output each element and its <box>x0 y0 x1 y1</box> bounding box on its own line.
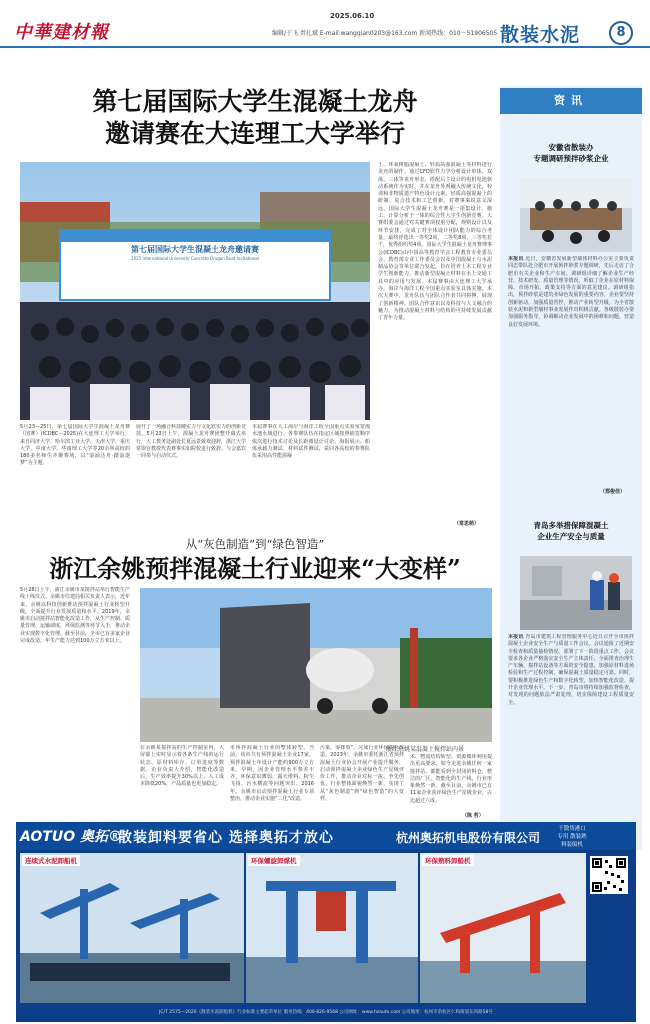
sidebar-item2-photo <box>520 556 632 630</box>
sidebar-item2-text: 青岛市建筑工程管理服务中心近日召开全市预拌混凝土企业安全生产与质量工作会议。会议通报了近期安全检查和质量抽检情况，部署了下一阶段重点工作。会议要求各企业严格落实安全生产主体责任，全面排查治理生产车辆、搅拌站设备等方面的安全隐患，加强原材料进场检验和生产过程控制，确保混凝土质量稳定可靠。同时，要积极推进绿色生产和数字化转型，加快智能化改造，提升企业管理水平。下一步，青岛市将持续加强监督检查，对发现的问题依法严肃处理，切实保障建设工程质量安全。 <box>508 634 634 706</box>
ad-panel3-label: 环保熟料卸船机 <box>422 855 474 866</box>
sidebar-item1-source: （郑俊佳） <box>600 489 626 495</box>
sidebar-item1-photo <box>520 178 632 252</box>
ad-slogan: 散装卸料要省心 选择奥拓才放心 <box>118 830 334 846</box>
article1-title-line1: 第七届国际大学生混凝土龙舟 <box>92 87 418 116</box>
sidebar-item1-title-line1: 安徽省散装办 <box>548 143 594 152</box>
ad-panel-clinker-unloader <box>420 853 586 1003</box>
banner-subtitle: 2025 International University Concrete Dragon Boat Invitational <box>131 256 259 261</box>
page-number: 8 <box>609 21 633 45</box>
sidebar-header: 资讯 <box>500 88 642 114</box>
ad-panel-coal-unloader <box>246 853 418 1003</box>
article1-col1: 5月23—25日，第七届国际大学生混凝土龙舟赛（国赛）(ICDBC－2025)在大连理工大学举行。来自同济大学、哈尔滨工业大学、天津大学、重庆大学、中南大学、华南理工大学等20余所高校的180多名师生齐聚赛场，以“浪涌达舟·踏浪逐梦”为主题， <box>20 424 130 467</box>
banner-title: 第七届国际大学生混凝土龙舟邀请赛 <box>131 245 259 254</box>
sidebar-item1-body <box>508 256 634 486</box>
article2-photo <box>140 588 492 742</box>
sidebar-item1-title-line2: 专题调研预拌砂浆企业 <box>533 154 609 163</box>
article1-col4: 土、环氧树脂混凝土、轻质高强混凝土等材料进行龙舟的制作。通过CFD软件力学分析设计单体、双体、三体等龙舟形态，搭配后主设计的电机电池驱动系统作为实时，并在龙舟外观融入传统文化，校训和非物质遗产特色设计元素。轻质高强混凝土的研制、复合技术和工艺创新，对赛事来说意义深远。国际大学生混凝土龙舟赛是一项集设计、施工、计算分析于一体的综合性大学生创新竞赛。大赛组委会通过对关键赛项权重分配，规则设计以及环节安排，完成了对全体设计团队能力的综合考量。最终评选出一等奖2项，二等奖8项，三等奖若干，优秀组织奖4项。国际大学生混凝土龙舟赛理事会(ICDBC)由中国高等教育学会工程教育专业委员会、教育部专业工作委员会以及中国混凝土与水泥制品协会等单位联合发起，旨在培养土木工程专业学生创新能力，推动新型混凝土材料在水上交通工具中的应用与发展。本届赛事由大连理工大学承办，海岸与海洋工程全国重点实验室具体实施。本次大赛中，龙舟队伍与团队合作者共同拼搏，展现了创新精神、团队合作意识以及科技与人文融合的魅力，为推动混凝土材料与结构的可持续发展贡献了青年力量。 <box>378 162 492 322</box>
sidebar-item2-label: 本报讯 <box>508 634 524 640</box>
article2-col3: 市预拌混凝土行业的整体转型。当前，该市共有预拌混凝土企业17家，预拌混凝土年设计产能约900万立方米。早期，因企业管理水平参差不齐，环保意识薄弱，露天堆料、粉尘飞扬、污水横流等问题突出。2016年，余姚市启动预拌混凝土行业专项整治，推动企业实施“三化”改造。 <box>230 745 314 803</box>
header-rule <box>0 46 650 48</box>
ad-logo: AOTUO 奥拓® <box>20 829 122 845</box>
ad-footer: JC/T 2575—2020《散装水泥卸船机》行业标准主要起草单位 服务热线：400-826-9568 公司网址：www.hzauto.com 公司地址：杭州市余杭区仁和街道东风路58号 <box>159 1010 493 1015</box>
sidebar-item2-title-line2: 企业生产安全与质量 <box>537 532 605 541</box>
masthead-logo: 中華建材報 <box>14 22 109 43</box>
article1-col2: 展开了一场融合科技硬实力与文化软实力的创新竞技。5月23日上午，混凝土龙舟赛团整开幕式举行，大工教务处副处长夏远景致欢迎辞，浙江大学常窗官教授代表赛事实如院校进行致辞。与会嘉宾一同参与启动仪式。 <box>136 424 246 460</box>
ad-qr-code <box>590 856 628 894</box>
article2-title: 浙江余姚预拌混凝土行业迎来“大变样” <box>49 554 461 583</box>
sidebar-item1-text: 近日，安徽省发展新型墙体材料办公室主要负责同志带队赴合肥市开展预拌砂浆专题调研，先后走访了合肥市有关企业和生产车间。调研组详细了解企业生产经营、技术研发、质量管理等情况，听取了企业在原材料保障、市场开拓、政策支持等方面的意见建议。调研组指出，预拌砂浆是建筑业绿色发展的重要内容，企业要坚持创新驱动，加强质量管控，推动产业转型升级，为全省散装水泥和新型墙材事业发展作出积极贡献。各级散装办要加强服务指导，协调解决企业发展中的困难和问题，营造良好发展环境。 <box>508 256 634 328</box>
sidebar-item2-body <box>508 634 634 834</box>
article2-col5: 术、物流结构转型、资源循环利用提出更高要求。如今走进余姚任何一家搅拌站，都能看到全封闭的料仓、整洁的厂区、智能化的生产线，行业形象焕然一新。截至目前，余姚市已有11家企业获评绿色生产星级企业，占比超过六成。 <box>410 754 492 804</box>
article2-col1: 5月28日上午，浙江余姚市某搅拌站举行智能生产线上线仪式。余姚市住建局相关负责人表示，近年来，余姚以科技创新推动预拌混凝土行业转型升级，全面提升行业发展质量和水平。2019年，余姚市启动搅拌站智能化改造工作，从生产控制、质量管理、运输调度、环保监测等环节入手，推动企业实现数字化管理。截至目前，全市已有多家企业完成改造，年生产能力达到100万立方米以上。 <box>20 587 130 645</box>
sidebar-item2-title-line1: 青岛多举措保障混凝土 <box>533 521 609 530</box>
article2-photo-caption: 浙江余姚某混凝土搅拌站内景 <box>385 746 464 753</box>
section-title: 散装水泥 <box>500 24 581 46</box>
article2-col2: 在余姚某搅拌站的生产控制室内，大屏幕上实时显示着各条生产线的运行状态、原材料库存、订单进度等数据。企业负责人介绍，智能化改造后，生产效率提升30%以上，人工成本降低20%，产品质量也更加稳定。 <box>140 745 224 788</box>
article1-photo <box>20 162 370 420</box>
ad-panel2-label: 环保螺旋卸煤机 <box>248 855 300 866</box>
editor-line: 编辑/于飞 责扎斌 E-mail:wangqian0203@163.com 新闻热线：010－51906505 <box>272 30 498 37</box>
ad-panel-ship-unloader <box>20 853 244 1003</box>
article1-col3: 本届赛事在大工海岸与海洋工程全国重点实验室宽漫水池水域进行。各参赛队伍在指定区域按照抽签顺序依次进行技术讨论及长距离设计讨论、海报展示、船体承载力测试、材料试件测试、采回各高校的参赛队伍采用高性能混凝 <box>252 424 370 460</box>
article1-title-line2: 邀请赛在大连理工大学举行 <box>104 119 405 148</box>
ad-right-text: 干散货港口专用 散装熟料装船机 <box>557 826 587 848</box>
article1-source: （常思萌） <box>454 521 480 527</box>
article2-source: （陈 哲） <box>462 813 484 819</box>
sidebar-item1-label: 本报讯 <box>508 256 524 262</box>
article2-col4: 污染、零排放”，完成行业环保提标改造。2023年，余姚市委托浙江省预拌混凝土行业协会开展产业提升服务，启动预拌混凝土企业绿色生产星级评价工作，推动企业对标一流、争先创优，行业整体面貌焕然一新，实现了从“灰色制造”到“绿色智造”的大变样。 <box>320 745 404 803</box>
issue-date: 2025.06.10 <box>330 12 375 20</box>
article2-subtitle: 从“灰色制造”到“绿色智造” <box>185 537 325 551</box>
ad-panel1-label: 连续式水泥卸船机 <box>22 855 80 866</box>
ad-company: 杭州奥拓机电股份有限公司 <box>396 831 541 845</box>
